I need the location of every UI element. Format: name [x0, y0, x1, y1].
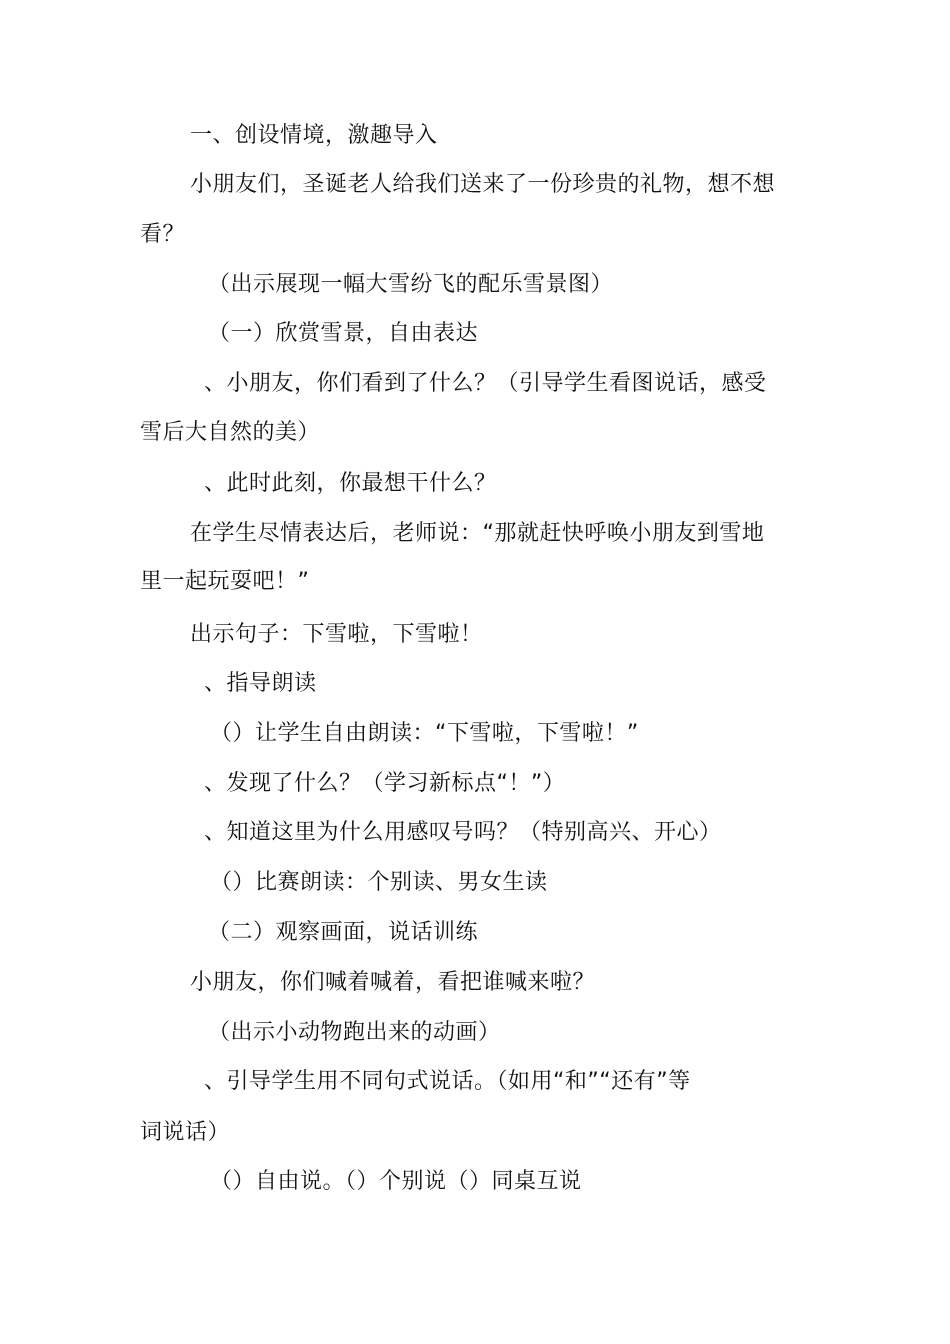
paragraph-line: 小朋友，你们喊着喊着，看把谁喊来啦？ [190, 970, 596, 995]
paragraph-line: 、知道这里为什么用感叹号吗？（特别高兴、开心） [204, 820, 722, 845]
paragraph-line: 雪后大自然的美） [140, 420, 321, 445]
paragraph-line: （出示小动物跑出来的动画） [208, 1020, 501, 1045]
paragraph-line: 在学生尽情表达后，老师说：“那就赶快呼唤小朋友到雪地 [190, 521, 765, 546]
paragraph-line: （）比赛朗读：个别读、男女生读 [210, 870, 548, 895]
paragraph-line: 看？ [140, 222, 186, 247]
paragraph-line: 、此时此刻，你最想干什么？ [204, 471, 497, 496]
section-heading: 一、创设情境，激趣导入 [190, 123, 438, 148]
paragraph-line: 、指导朗读 [204, 671, 317, 696]
paragraph-line: 、小朋友，你们看到了什么？（引导学生看图说话，感受 [204, 371, 767, 396]
paragraph-line: （出示展现一幅大雪纷飞的配乐雪景图） [208, 272, 614, 297]
paragraph-line: 小朋友们，圣诞老人给我们送来了一份珍贵的礼物，想不想 [190, 172, 776, 197]
subsection-heading: （一）欣赏雪景，自由表达 [208, 321, 479, 346]
paragraph-line: 出示句子：下雪啦，下雪啦！ [190, 622, 483, 647]
paragraph-line: 词说话） [140, 1120, 231, 1145]
paragraph-line: （）自由说。（）个别说（）同桌互说 [210, 1169, 582, 1194]
paragraph-line: （）让学生自由朗读：“下雪啦，下雪啦！” [210, 721, 639, 746]
paragraph-line: 、发现了什么？（学习新标点“！”） [204, 771, 566, 796]
paragraph-line: 里一起玩耍吧！” [140, 569, 310, 594]
subsection-heading: （二）观察画面，说话训练 [208, 920, 479, 945]
paragraph-line: 、引导学生用不同句式说话。（如用“和”“还有”等 [204, 1069, 691, 1094]
